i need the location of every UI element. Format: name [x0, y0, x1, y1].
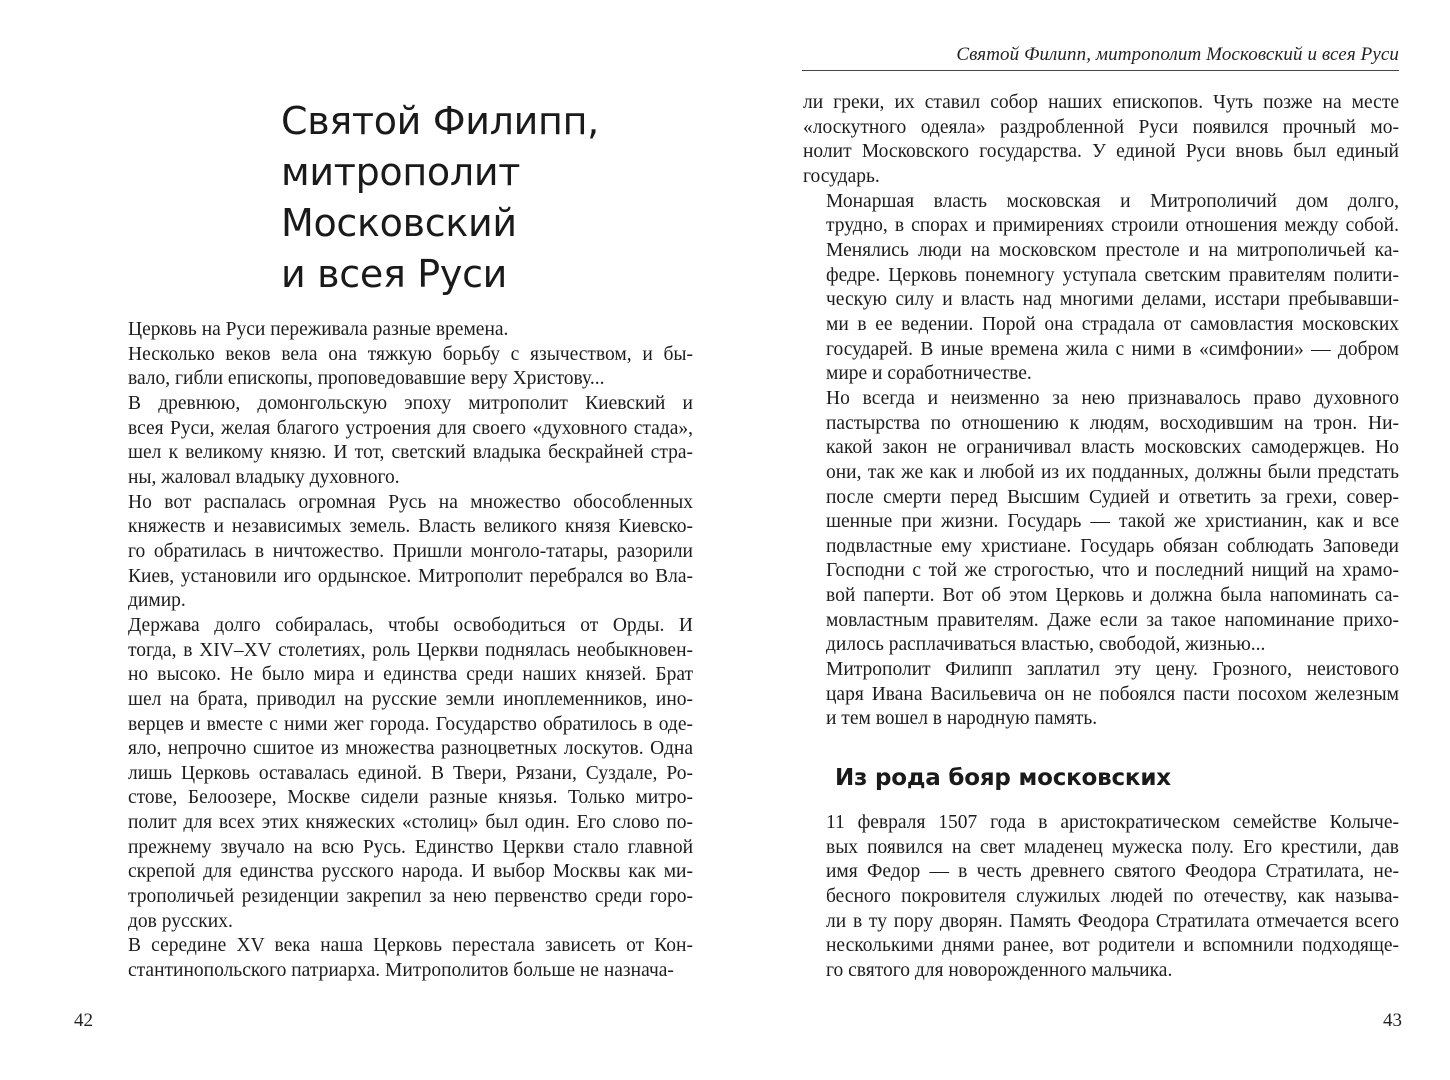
section-body-text — [803, 811, 1399, 984]
running-head-rule — [802, 70, 1399, 71]
text-line: ли греки, их ставил собор наших епископов. Чуть позже на месте — [803, 92, 1399, 113]
text-line: ческую силу и власть над многими делами, исстари пребывавши- — [826, 289, 1399, 311]
text-line: шел к великому князю. И тот, светский владыка бескрайней стра- — [128, 442, 693, 464]
paragraph — [105, 318, 693, 343]
page-number-right: 43 — [1383, 1010, 1402, 1031]
text-line: верцев и вместе с ними жег города. Государство обратилось в оде- — [128, 713, 693, 735]
text-line: они, так же как и любой из их подданных, должны были предстать — [826, 461, 1399, 483]
text-line: дилось расплачиваться властью, свободой, жизнью... — [826, 634, 1266, 656]
text-line: прежнему звучало на всю Русь. Единство Церкви стало главной — [128, 836, 693, 858]
text-line: мире и соработничестве. — [826, 363, 1032, 385]
text-line: имя Федор — в честь древнего святого Феодора Стратилата, не- — [826, 861, 1399, 883]
text-line: вало, гибли епископы, проповедовавшие веру Христову... — [128, 368, 605, 390]
text-line: после смерти перед Высшим Судией и ответить за грехи, совер- — [826, 486, 1399, 508]
paragraph — [105, 614, 693, 935]
text-line: 11 февраля 1507 года в аристократическом семействе Колыче- — [826, 812, 1399, 833]
text-line: подвластные ему христиане. Государь обязан соблюдать Заповеди — [826, 535, 1399, 557]
text-line: но высоко. Не было мира и единства среди наших князей. Брат — [128, 664, 693, 686]
text-line: тогда, в XIV–XV столетиях, роль Церкви поднялась необыкновен- — [128, 639, 693, 661]
text-line: ны, жаловал владыку духовного. — [128, 466, 400, 488]
text-line: Держава долго собиралась, чтобы освободиться от Орды. И — [128, 614, 693, 636]
text-line: федре. Церковь понемногу уступала светским правителям полити- — [826, 264, 1399, 286]
paragraph — [803, 387, 1399, 658]
text-line: шенные при жизни. Государь — такой же христианин, как и все — [826, 511, 1399, 533]
text-line: лишь Церковь оставалась единой. В Твери, Рязани, Суздале, Ро- — [128, 762, 693, 784]
paragraph — [105, 392, 693, 491]
text-line: В середине XV века наша Церковь перестала зависеть от Кон- — [128, 935, 693, 957]
text-line: княжеств и независимых земель. Власть великого князя Киевско- — [128, 516, 693, 538]
text-line: скрепой для единства русского народа. И выбор Москвы как ми- — [128, 861, 693, 883]
text-line: шел на брата, приводил на русские земли иноплеменников, ино- — [128, 688, 693, 710]
page-number-left: 42 — [74, 1010, 93, 1031]
text-line: Менялись люди на московском престоле и на митрополичьей ка- — [826, 239, 1399, 261]
text-line: всея Руси, желая благого устроения для своего «духовного стада», — [128, 417, 693, 439]
text-line: государь. — [803, 165, 880, 187]
text-line: го обратилась в ничтожество. Пришли монголо-татары, разорили — [128, 540, 693, 562]
text-line: Монаршая власть московская и Митрополичий дом долго, — [826, 190, 1399, 212]
text-line: дов русских. — [128, 910, 233, 932]
text-line: Церковь на Руси переживала разные времена. — [128, 319, 509, 340]
section-title: Из рода бояр московских — [835, 765, 1171, 791]
text-line: ли в ту пору дворян. Память Феодора Стратилата отмечается всего — [826, 910, 1399, 932]
paragraph — [803, 658, 1399, 732]
right-body-text — [803, 91, 1399, 732]
running-head: Святой Филипп, митрополит Московский и всея Руси — [956, 44, 1399, 65]
chapter-title-line: Московский — [281, 201, 517, 245]
text-line: пастырства по отношению к людям, восходившим на трон. Ни- — [826, 412, 1399, 434]
paragraph — [803, 811, 1399, 984]
text-line: В древнюю, домонгольскую эпоху митрополит Киевский и — [128, 392, 693, 414]
chapter-title-line: и всея Руси — [281, 252, 508, 296]
text-line: го святого для новорожденного мальчика. — [826, 959, 1173, 981]
text-line: стове, Белоозере, Москве сидели разные князья. Только митро- — [128, 787, 693, 809]
chapter-title-line: Святой Филипп, — [281, 99, 599, 143]
paragraph — [105, 491, 693, 614]
text-line: трополичьей резиденции закрепил за нею первенство среди горо- — [128, 886, 693, 908]
text-line: бесного покровителя служилых людей по отечеству, как называ- — [826, 885, 1399, 907]
text-line: стантинопольского патриарха. Митрополитов больше не назнача- — [128, 960, 674, 982]
paragraph — [105, 934, 693, 983]
text-line: нолит Московского государства. У единой Руси вновь был единый — [803, 141, 1399, 163]
text-line: ми в ее ведении. Порой она страдала от самовластия московских — [826, 313, 1399, 335]
paragraph — [803, 190, 1399, 387]
text-line: Несколько веков вела она тяжкую борьбу с язычеством, и бы- — [128, 343, 693, 365]
text-line: Но всегда и неизменно за нею признавалось право духовного — [826, 387, 1399, 409]
text-line: и тем вошел в народную память. — [826, 708, 1098, 730]
text-line: димир. — [128, 590, 186, 612]
text-line: несколькими днями ранее, вот родители и вспомнили подходяще- — [826, 935, 1399, 957]
text-line: Киев, установили иго ордынское. Митрополит перебрался во Вла- — [128, 565, 693, 587]
text-line: «лоскутного одеяла» раздробленной Руси появился прочный мо- — [803, 116, 1399, 138]
text-line: вой паперти. Вот об этом Церковь и должна была напоминать са- — [826, 585, 1399, 607]
text-line: государей. В иные времена жила с ними в «симфонии» — добром — [826, 338, 1399, 360]
text-line: полит для всех этих княжеских «столиц» был один. Его слово по- — [128, 812, 693, 834]
text-line: царя Ивана Васильевича он не побоялся пасти посохом железным — [826, 683, 1399, 705]
text-line: трудно, в спорах и примирениях строили отношения между собой. — [826, 215, 1399, 237]
left-body-text — [105, 318, 693, 984]
text-line: какой закон не ограничивал власть московских самодержцев. Но — [826, 437, 1399, 459]
paragraph — [105, 343, 693, 392]
text-line: Господни с той же строгостью, что и последний нищий на храмо- — [826, 560, 1399, 582]
paragraph — [803, 91, 1399, 190]
text-line: Митрополит Филипп заплатил эту цену. Грозного, неистового — [826, 659, 1399, 681]
chapter-title-line: митрополит — [281, 150, 521, 194]
text-line: мовластным правителям. Даже если за такое напоминание прихо- — [826, 609, 1399, 631]
text-line: вых появился на свет младенец мужеска полу. Его крестили, дав — [826, 836, 1399, 858]
text-line: яло, непрочно сшитое из множества разноцветных лоскутов. Одна — [128, 738, 693, 760]
chapter-title — [281, 96, 701, 300]
text-line: Но вот распалась огромная Русь на множество обособленных — [128, 491, 693, 513]
right-page — [725, 0, 1450, 1080]
